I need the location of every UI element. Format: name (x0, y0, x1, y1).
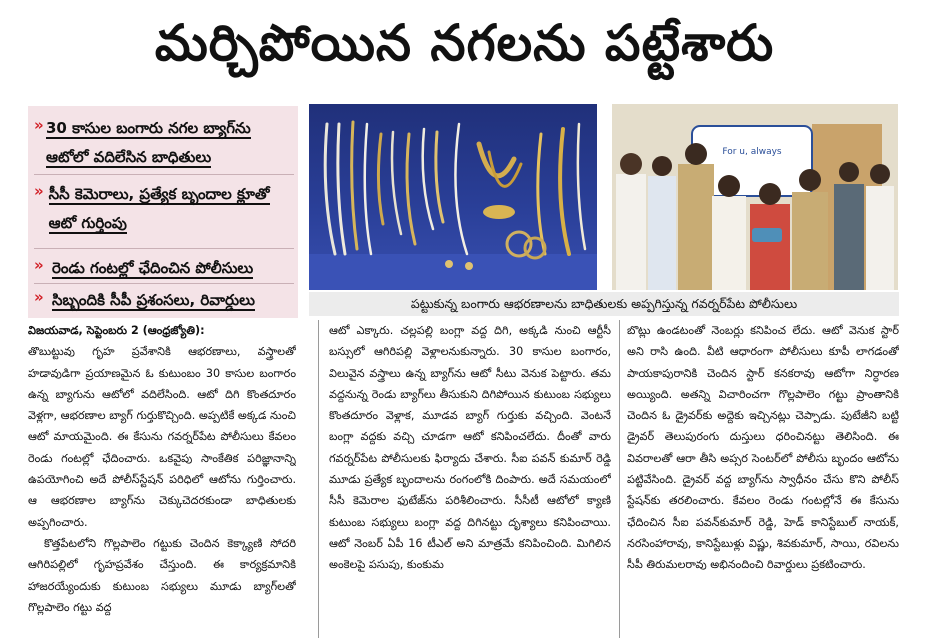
column-divider (318, 320, 319, 638)
double-arrow-icon: » (34, 288, 44, 306)
paragraph: తొబుట్టువు గృహ ప్రవేశానికి ఆభరణాలు, వస్త్రాలతో హడావుడిగా ప్రయాణమైన ఓ కుటుంబం 30 కాసుల బంగారం ఉన్న బ్యాగును ఆటోలో వదిలేసింది. ఆటో దిగి కొంతదూరం వెళ్లగా, ఆభరణాల బ్యాగ్ గుర్తుకొచ్చింది. అప్పటికే అక్కడ నుంచి ఆటో మాయమైంది. ఈ కేసును గవర్నర్‌పేట పోలీసులు కేవలం రెండు గంటల్లో ఛేదించారు. ఒకవైపు సాంకేతిక పరిజ్ఞానాన్ని ఉపయోగించి అదే పోలీస్‌స్టేషన్ పరిధిలో ఆటోను గుర్తించారు. ఆ ఆభరణాల బ్యాగ్‌ను చెక్కుచెదరకుండా బాధితులకు అప్పగించారు. (28, 345, 296, 529)
article-column-2 (329, 320, 611, 638)
highlight-item-4 (34, 286, 296, 315)
double-arrow-icon: » (34, 116, 44, 134)
highlight-text: 30 కాసుల బంగారు నగల బ్యాగ్‌ను ఆటోలో వదిలేసిన బాధితులు (46, 119, 251, 166)
headline (0, 0, 929, 98)
column-divider (619, 320, 620, 638)
highlight-text: సిబ్బందికి సీపీ ప్రశంసలు, రివార్డులు (52, 291, 255, 309)
photo-caption: పట్టుకున్న బంగారు ఆభరణాలను బాధితులకు అప్పగిస్తున్న గవర్నర్‌పేట పోలీసులు (309, 292, 899, 316)
article-column-3 (627, 320, 899, 638)
sign-text: For u, always (722, 147, 782, 157)
highlight-text: సీసీ కెమెరాలు, ప్రత్యేక బృందాల క్లూతో ఆటో గుర్తింపు (48, 185, 270, 232)
highlight-divider (34, 248, 294, 249)
double-arrow-icon: » (34, 182, 44, 200)
dateline: విజయవాడ, సెప్టెంబరు 2 (ఆంధ్రజ్యోతి): (28, 324, 205, 337)
handover-photo (612, 104, 898, 290)
highlights-box (28, 106, 298, 318)
highlight-divider (34, 174, 294, 175)
highlight-text: రెండు గంటల్లో ఛేదించిన పోలీసులు (52, 259, 254, 277)
police-handover-icon (612, 104, 898, 290)
highlight-item-2 (34, 180, 296, 238)
headline-text: మర్చిపోయిన నగలను పట్టేశారు (154, 13, 775, 72)
highlight-item-3 (34, 254, 296, 283)
highlight-item-1 (34, 114, 296, 172)
paragraph: ఆటో ఎక్కారు. చల్లపల్లి బంగ్లా వద్ద దిగి, అక్కడి నుంచి ఆర్టీసీ బస్సులో ఆగిరిపల్లి వెళ్లాలనుకున్నారు. 30 కాసుల బంగారం, విలువైన వస్త్రాలు ఉన్న బ్యాగ్‌ను ఆటో సీటు వెనుక పెట్టారు. తమ వద్దనున్న రెండు బ్యాగ్‌లు తీసుకుని దిగిపోయిన కుటుంబ సభ్యులు కొంతదూరం వెళ్లాక, మూడవ బ్యాగ్ గుర్తుకు వచ్చింది. వెంటనే బంగ్లా వద్దకు వచ్చి చూడగా ఆటో కనిపించలేదు. దీంతో వారు గవర్నర్‌పేట పోలీసులకు ఫిర్యాదు చేశారు. సీఐ పవన్ కుమార్ రెడ్డి మూడు ప్రత్యేక బృందాలను రంగంలోకి దింపారు. అదే సమయంలో సీసీ కెమెరాల ఫుటేజ్‌ను పరిశీలించారు. సీసీటీ ఆటోలో క్యాణి కుటుంబ సభ్యులు బంగ్లా వద్ద దిగినట్టు దృశ్యాలు కనిపించాయి. ఆటో నెంబర్ ఏపీ 16 టీఎల్ అని మాత్రమే కనిపించింది. మిగిలిన అంకెలపై పసుపు, కుంకుమ (329, 324, 611, 572)
double-arrow-icon: » (34, 256, 44, 274)
gold-jewellery-icon (309, 104, 597, 290)
paragraph: కొత్తపేటలోని గొల్లపాలెం గట్టుకు చెందిన కెక్క్యాణి సోదరి ఆగిరిపల్లిలో గృహప్రవేశం చేస్తుంది. ఈ కార్యక్రమానికి హాజరయ్యేందుకు కుటుంబ సభ్యులు మూడు బ్యాగ్‌లతో గొల్లపాలెం గట్టు వద్ద (28, 536, 296, 614)
article-column-1 (28, 320, 296, 638)
paragraph: బొట్లు ఉండటంతో నెంబర్లు కనిపించ లేదు. ఆటో వెనుక స్టార్ అని రాసి ఉంది. వీటి ఆధారంగా పోలీసులు కూపీ లాగడంతో పాయకాపురానికి చెందిన స్టార్ కనకరావు ఆటోగా నిర్ధారణ అయ్యింది. అతన్ని విచారించగా గొల్లపాలెం గట్టు ప్రాంతానికి చెందిన ఓ డ్రైవర్‌కు అద్దెకు ఇచ్చినట్లు చెప్పాడు. పుటేజీని బట్టి డ్రైవర్ తెలుపురంగు దుస్తులు ధరించినట్టు తెలిసింది. ఈ వివరాలతో ఆరా తీసి అప్సర సెంటర్‌లో పోలీసు బృందం ఆటోను పట్టివేసింది. డ్రైవర్ వద్ద బ్యాగ్‌ను స్వాధీనం చేసు కొని పోలీస్ స్టేషన్‌కు తరలించారు. కేవలం రెండు గంటల్లోనే ఈ కేసును ఛేదించిన సీఐ పవన్‌కుమార్ రెడ్డి, హెడ్ కానిస్టేబుల్ నాయక్, నరసింహారావు, కానిస్టేబుళ్లు విష్ణు, శివకుమార్, సాయి, రవిలను సీపీ తిరుమలరావు అభినందించి రివార్డులు ప్రకటించారు. (627, 324, 899, 572)
highlight-divider (34, 283, 294, 284)
jewellery-photo (309, 104, 597, 290)
